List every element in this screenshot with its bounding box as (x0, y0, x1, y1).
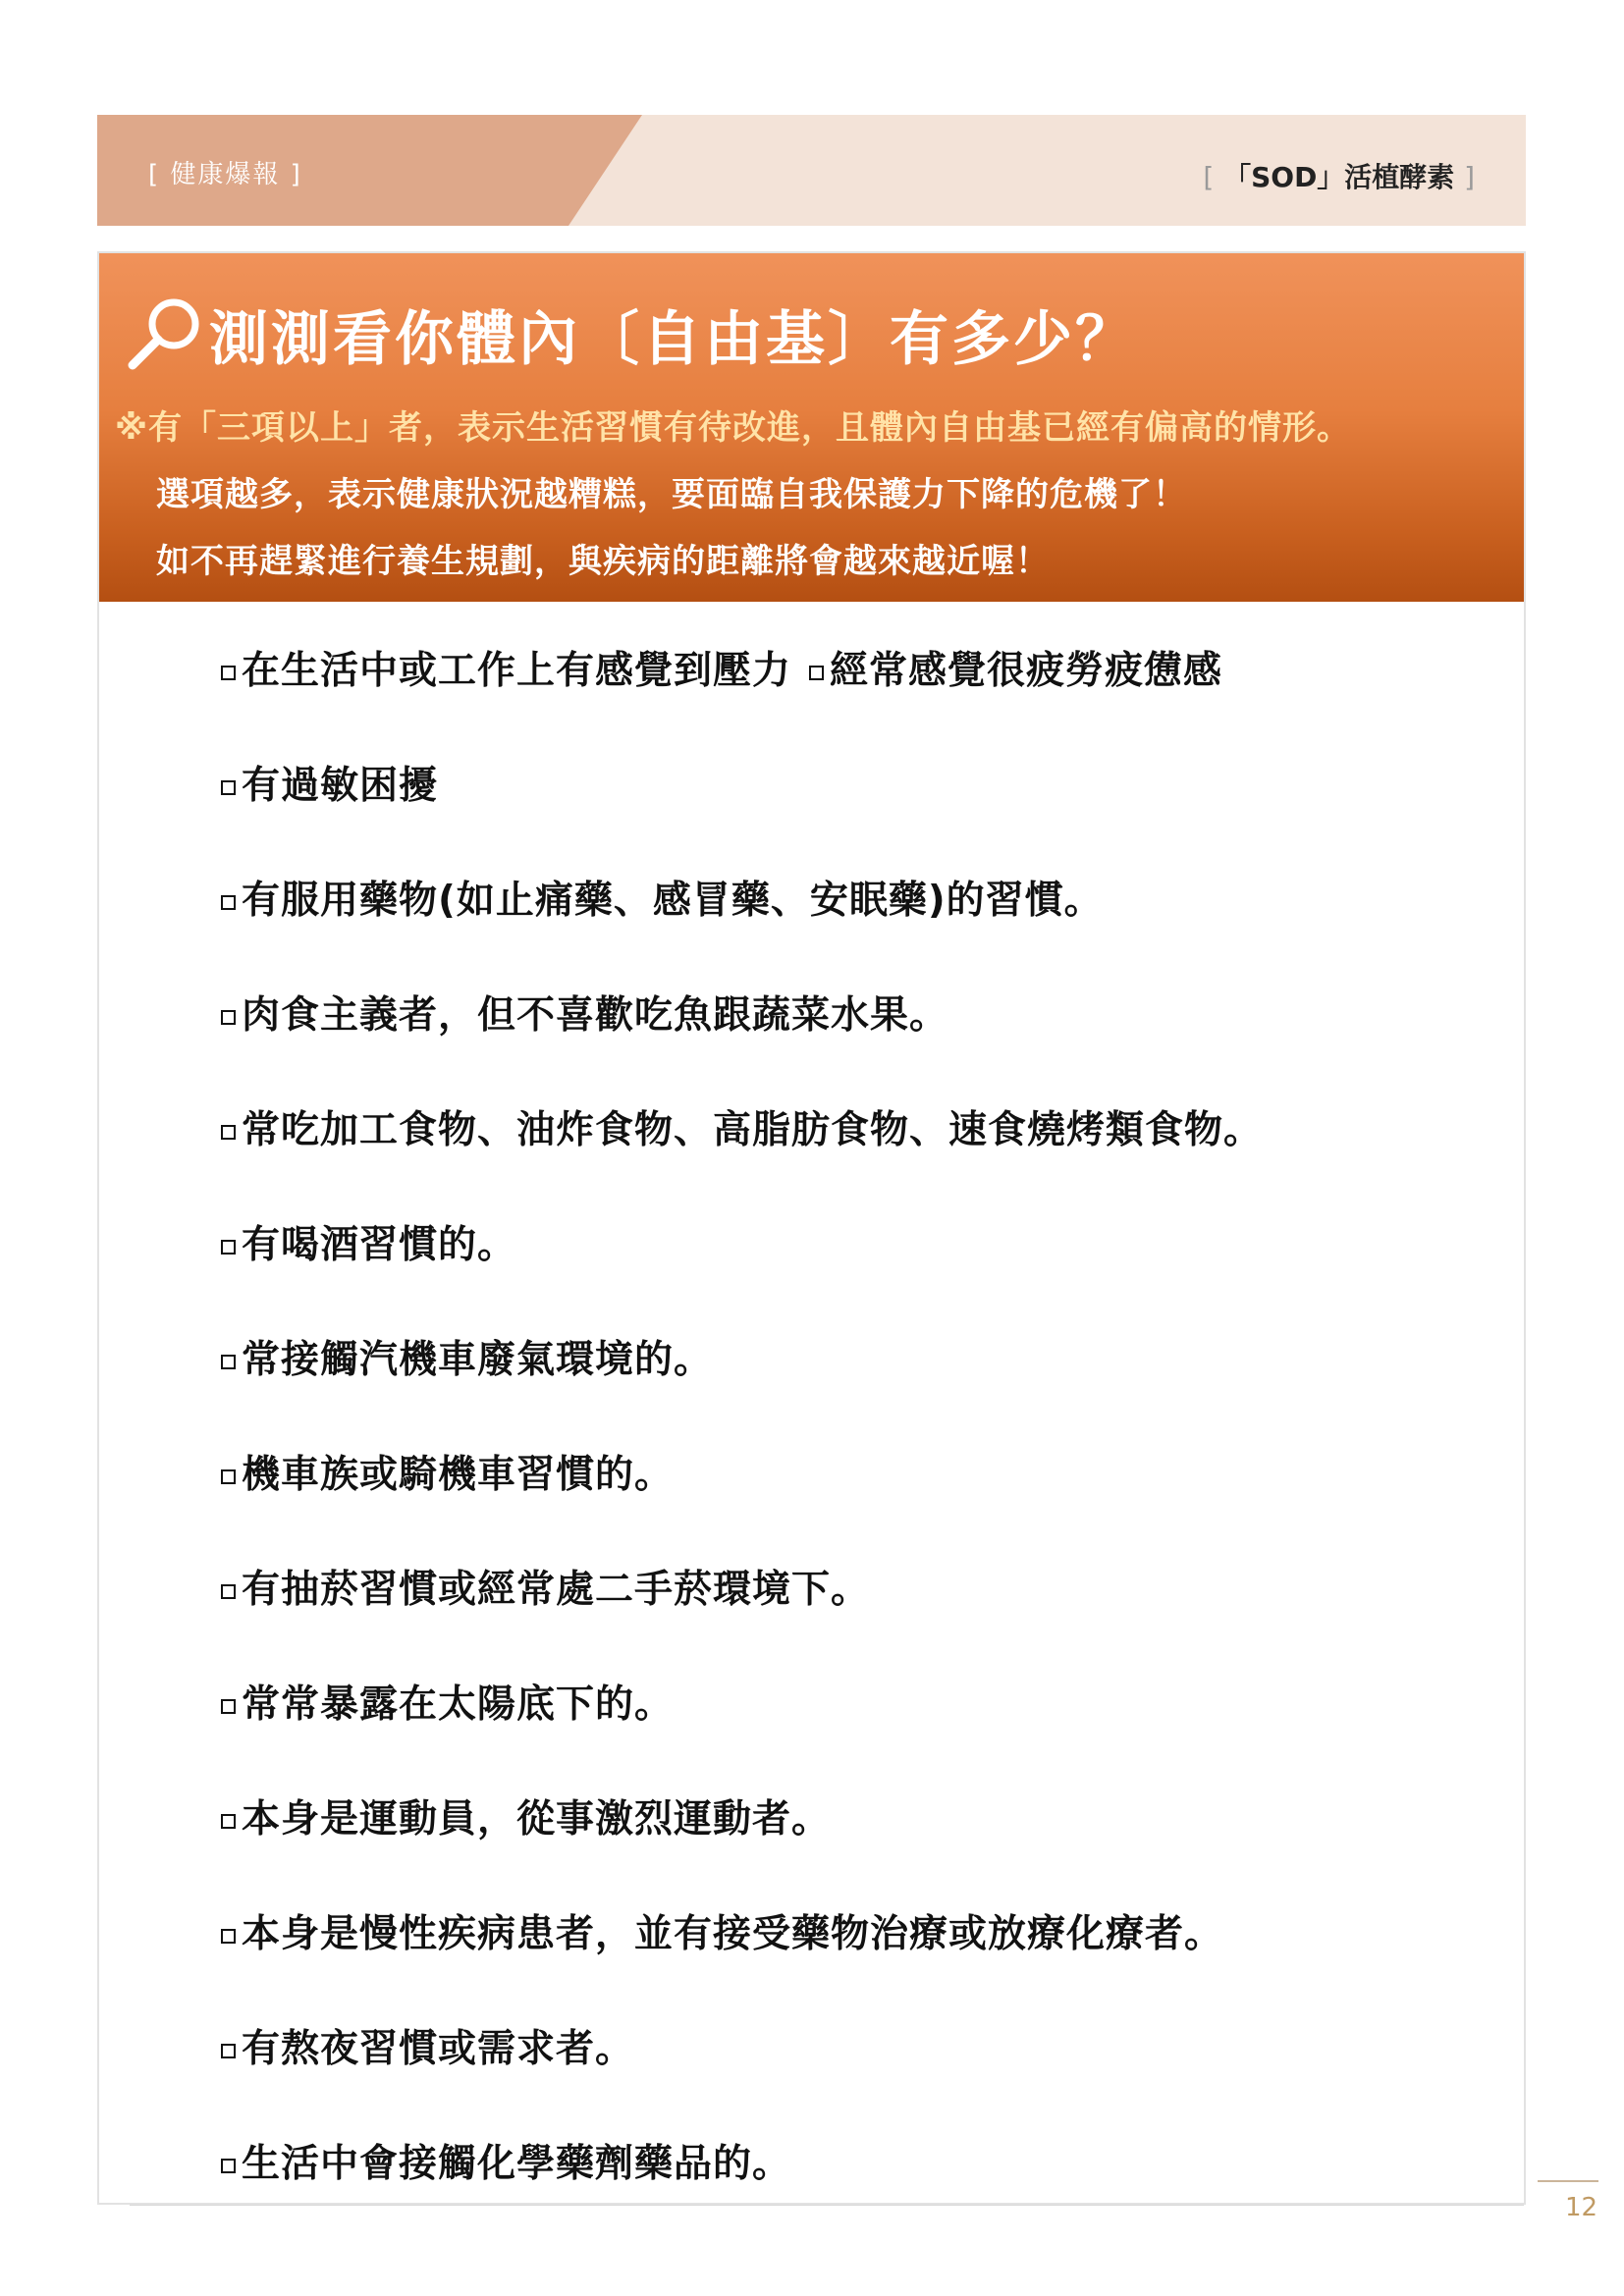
checklist-row (221, 2133, 1280, 2248)
checkbox[interactable] (221, 780, 236, 795)
checklist-row (221, 1903, 1280, 2018)
checklist-row (221, 870, 1280, 985)
checklist-row (221, 1214, 1280, 1329)
checklist-item-label: 生活中會接觸化學藥劑藥品的。 (242, 2142, 792, 2186)
checklist-item-label: 有過敏困擾 (242, 764, 439, 808)
checkbox[interactable] (221, 1469, 236, 1484)
checklist-item-label: 本身是運動員，從事激烈運動者。 (242, 1797, 832, 1842)
checklist-item-label: 有抽菸習慣或經常處二手菸環境下。 (242, 1568, 871, 1612)
checklist-item-label: 常接觸汽機車廢氣環境的。 (242, 1338, 714, 1382)
magnifier-icon (125, 294, 205, 375)
product-label (1203, 156, 1475, 195)
banner-note-2: 選項越多，表示健康狀況越糟糕，要面臨自我保護力下降的危機了！ (156, 475, 1187, 514)
page-header (97, 115, 1526, 226)
checkbox[interactable] (221, 1240, 236, 1255)
checkbox[interactable] (221, 1125, 236, 1140)
footer-divider (130, 2205, 1524, 2206)
checklist-item[interactable] (221, 870, 1104, 925)
checklist-item-label: 本身是慢性疾病患者，並有接受藥物治療或放療化療者。 (242, 1912, 1224, 1956)
checklist-item[interactable] (221, 1099, 1263, 1154)
checklist-item-label: 機車族或騎機車習慣的。 (242, 1453, 675, 1497)
page-number: 12 (1565, 2193, 1598, 2222)
checklist-row (221, 985, 1280, 1099)
checkbox[interactable] (221, 1355, 236, 1369)
checklist-row (221, 640, 1280, 755)
checklist-row (221, 1444, 1280, 1559)
checklist-item[interactable] (221, 1674, 674, 1729)
bracket-close: ] (1464, 161, 1475, 193)
checklist (221, 640, 1280, 2248)
checklist-item-label: 有喝酒習慣的。 (242, 1223, 517, 1267)
checklist-item[interactable] (221, 1329, 713, 1384)
checklist-item-label: 在生活中或工作上有感覺到壓力 (242, 649, 792, 693)
page-number-rule (1538, 2180, 1598, 2182)
checklist-item[interactable] (221, 2133, 791, 2188)
checklist-item[interactable] (221, 1789, 831, 1843)
checkbox[interactable] (221, 1699, 236, 1714)
checkbox[interactable] (221, 1814, 236, 1829)
checklist-item-label: 肉食主義者，但不喜歡吃魚跟蔬菜水果。 (242, 993, 949, 1038)
bracket-open: [ (1203, 161, 1215, 193)
banner-title: 測測看你體內〔自由基〕有多少？ (209, 305, 1137, 374)
checklist-item-label: 常吃加工食物、油炸食物、高脂肪食物、速食燒烤類食物。 (242, 1108, 1264, 1152)
checklist-item-label: 有熬夜習慣或需求者。 (242, 2027, 635, 2071)
checklist-row (221, 1329, 1280, 1444)
checklist-item[interactable] (221, 1559, 870, 1614)
checkbox[interactable] (221, 895, 236, 910)
checklist-row (221, 2018, 1280, 2133)
checkbox[interactable] (221, 1010, 236, 1025)
checkbox[interactable] (221, 1584, 236, 1599)
checklist-item-label: 經常感覺很疲勞疲憊感 (830, 649, 1223, 693)
checklist-item[interactable] (221, 640, 791, 695)
checklist-item[interactable] (221, 1444, 674, 1499)
checklist-row (221, 1559, 1280, 1674)
checkbox[interactable] (809, 666, 824, 680)
checklist-item[interactable] (221, 755, 438, 810)
checkbox[interactable] (221, 666, 236, 680)
checklist-item[interactable] (221, 2018, 634, 2073)
checklist-row (221, 755, 1280, 870)
checkbox[interactable] (221, 2159, 236, 2173)
banner-note-3: 如不再趕緊進行養生規劃，與疾病的距離將會越來越近喔！ (156, 542, 1050, 581)
product-name: 「SOD」活植酵素 (1223, 161, 1455, 193)
checklist-row (221, 1789, 1280, 1903)
content-frame (97, 251, 1526, 2205)
checklist-item[interactable] (221, 1214, 516, 1269)
banner-note-1: ※有「三項以上」者，表示生活習慣有待改進，且體內自由基已經有偏高的情形。 (115, 408, 1352, 448)
checklist-item[interactable] (809, 640, 1222, 695)
section-label: [ 健康爆報 ] (148, 160, 302, 189)
checklist-item[interactable] (221, 1903, 1223, 1958)
checkbox[interactable] (221, 1929, 236, 1944)
checklist-item-label: 有服用藥物(如止痛藥、感冒藥、安眠藥)的習慣。 (242, 879, 1104, 923)
checklist-row (221, 1099, 1280, 1214)
quiz-banner (99, 253, 1524, 602)
checklist-row (221, 1674, 1280, 1789)
checkbox[interactable] (221, 2044, 236, 2058)
checklist-item-label: 常常暴露在太陽底下的。 (242, 1682, 675, 1727)
checklist-item[interactable] (221, 985, 948, 1040)
